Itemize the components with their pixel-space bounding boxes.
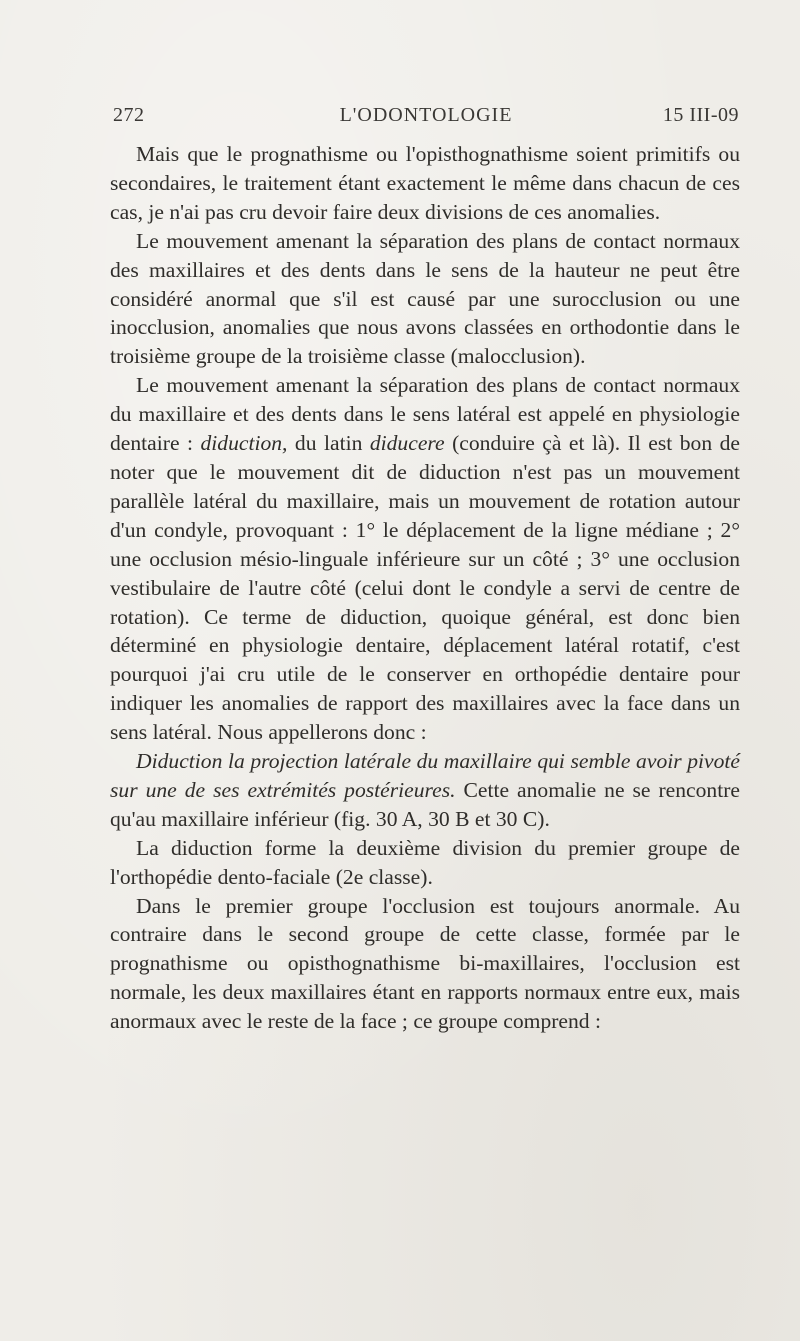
page-number: 272 <box>113 104 145 126</box>
term-diduction: diduction, <box>200 431 288 456</box>
paragraph-3 <box>110 371 740 747</box>
paragraph-3-part-1: Le mouvement amenant la séparation des plans de contact normaux du maxillaire et des dents dans le sens latéral est appelé en physiologie dentaire : <box>110 373 740 456</box>
issue-date: 15 III-09 <box>662 104 739 126</box>
paragraph-2: Le mouvement amenant la séparation des plans de contact normaux des maxillaires et des dents dans le sens de la hauteur ne peut être considéré anormal que s'il est causé par une surocclusion ou une inocclusion, anomalies que nous avons classées en orthodontie dans le troisième groupe de la troisième classe (malocclusion). <box>110 228 740 369</box>
page-header <box>113 104 739 134</box>
paragraph-5: La diduction forme la deuxième division du premier groupe de l'orthopédie dento-faciale (2e classe). <box>110 835 740 889</box>
running-title: L'ODONTOLOGIE <box>339 104 513 126</box>
paragraph-6: Dans le premier groupe l'occlusion est toujours anormale. Au contraire dans le second groupe de cette classe, formée par le prognathisme ou opisthognathisme bi-maxillaires, l'occlusion est normale, les deux maxillaires étant en rapports normaux entre eux, mais anormaux avec le reste de la face ; ce groupe comprend : <box>110 893 740 1034</box>
definition-italic: Diduction la projection latérale du maxillaire qui semble avoir pivoté sur une de ses extrémités postérieures. <box>110 749 740 802</box>
body-text <box>110 140 740 1036</box>
paragraph-4-rest: Cette anomalie ne se rencontre qu'au maxillaire inférieur (fig. 30 A, 30 B et 30 C). <box>110 777 740 831</box>
term-diducere: diducere <box>369 431 445 456</box>
paragraph-4 <box>110 747 740 834</box>
paragraph-1: Mais que le prognathisme ou l'opisthognathisme soient primitifs ou secondaires, le traitement étant exactement le même dans chacun de ces cas, je n'ai pas cru devoir faire deux divisions de ces anomalies. <box>110 142 740 224</box>
paragraph-3-part-2: du latin <box>287 431 370 456</box>
paragraph-3-part-3: (conduire çà et là). Il est bon de noter que le mouvement dit de diduction n'est pas un mouvement parallèle latéral du maxillaire, mais un mouvement de rotation autour d'un condyle, provoquant : 1° le déplacement de la ligne médiane ; 2° une occlusion mésio-linguale inférieure sur un côté ; 3° une occlusion vestibulaire de l'autre côté (celui dont le condyle a servi de centre de rotation). Ce terme de diduction, quoique général, est donc bien déterminé en physiologie dentaire, déplacement latéral rotatif, c'est pourquoi j'ai cru utile de le conserver en orthopédie dentaire pour indiquer les anomalies de rapport des maxillaires avec la face dans un sens latéral. Nous appellerons donc : <box>110 431 740 745</box>
